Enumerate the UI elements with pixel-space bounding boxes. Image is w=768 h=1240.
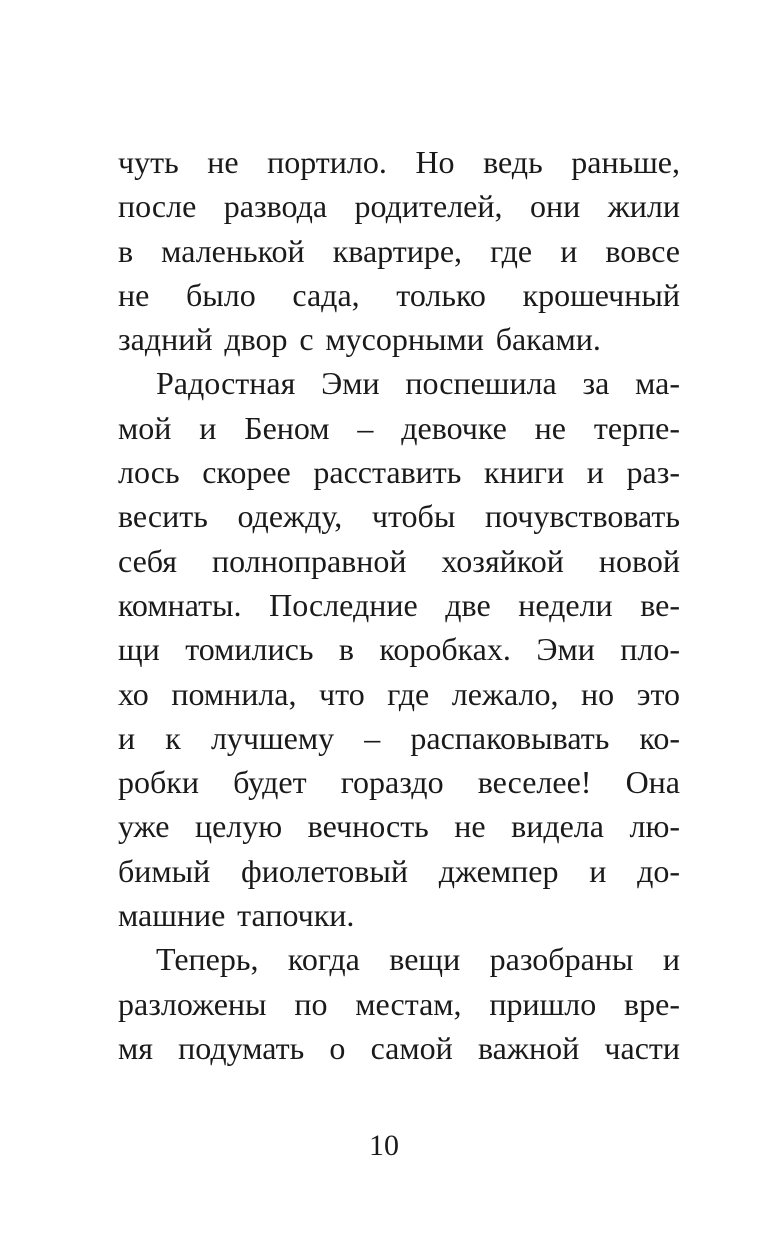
text-line: бимый фиолетовый джемпер и до-	[118, 852, 680, 889]
text-line: мой и Беном – девочке не терпе-	[118, 409, 680, 446]
text-line: робки будет гораздо веселее! Она	[118, 764, 680, 801]
body-text	[118, 140, 680, 1070]
text-line: весить одежду, чтобы почувствовать	[118, 498, 680, 535]
text-line: щи томились в коробках. Эми пло-	[118, 631, 680, 668]
text-line: себя полноправной хозяйкой новой	[118, 542, 680, 579]
text-line: Радостная Эми поспешила за ма-	[156, 365, 680, 402]
text-line: уже целую вечность не видела лю-	[118, 808, 680, 845]
text-line: машние тапочки.	[118, 897, 355, 934]
text-line: чуть не портило. Но ведь раньше,	[118, 144, 680, 180]
text-line: разложены по местам, пришло вре-	[118, 985, 680, 1022]
text-line: задний двор с мусорными баками.	[118, 321, 601, 358]
text-line: Теперь, когда вещи разобраны и	[156, 941, 680, 978]
text-line: и к лучшему – распаковывать ко-	[118, 719, 680, 756]
text-line: не было сада, только крошечный	[118, 276, 680, 313]
text-line: комнаты. Последние две недели ве-	[118, 586, 680, 623]
text-line: после развода родителей, они жили	[118, 188, 680, 225]
text-line: в маленькой квартире, где и вовсе	[118, 232, 680, 269]
text-line: лось скорее расставить книги и раз-	[118, 454, 680, 491]
text-line: мя подумать о самой важной части	[118, 1029, 680, 1066]
text-line: хо помнила, что где лежало, но это	[118, 675, 680, 712]
page-number: 10	[369, 1129, 399, 1162]
